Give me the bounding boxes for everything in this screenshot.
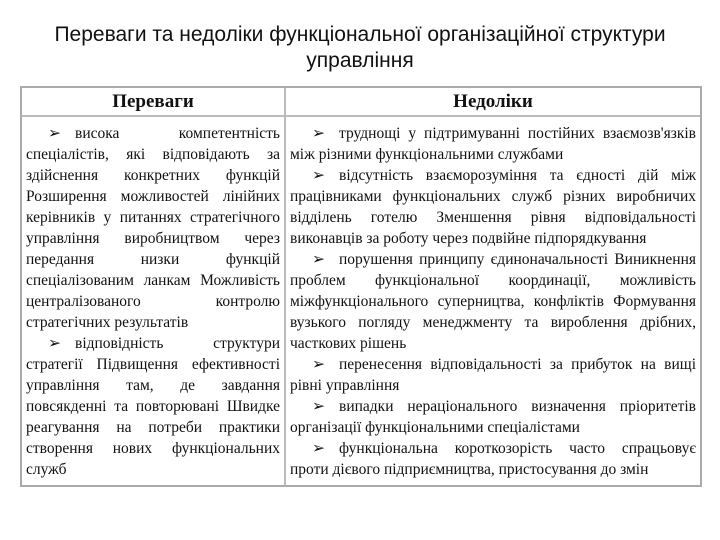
list-item (290, 438, 696, 480)
arrow-bullet-icon: ➢ (312, 125, 325, 142)
list-item (290, 123, 696, 165)
table-header-row (22, 88, 700, 117)
arrow-bullet-icon: ➢ (312, 167, 325, 184)
arrow-bullet-icon: ➢ (312, 398, 325, 415)
disadvantages-cell (286, 117, 700, 485)
item-text: висока компетентність спеціалістів, які відповідають за здійснення конкретних функцій Розширення можливостей лінійних керівників у питаннях стратегічного управління виробництвом через передання низки функцій спеціалізованим ланкам Можливість централізованого контролю стратегічних результатів (26, 125, 280, 331)
item-text: випадки нераціонального визначення пріоритетів організації функціональними спеціалістами (290, 398, 696, 436)
header-disadvantages: Недоліки (453, 91, 533, 112)
item-text: відповідність структури стратегії Підвищення ефективності управління там, де завдання повсякденні та повторювані Швидке реагування на потреби практики створення нових функціональних служб (26, 335, 280, 478)
slide-title: Переваги та недоліки функціональної організаційної структури управління (54, 23, 666, 72)
arrow-bullet-icon: ➢ (312, 356, 325, 373)
arrow-bullet-icon: ➢ (312, 251, 325, 268)
header-advantages: Переваги (22, 88, 286, 115)
list-item (290, 165, 696, 249)
item-text: перенесення відповідальності за прибуток на вищі рівні управління (290, 356, 696, 394)
list-item (26, 123, 280, 333)
item-text: порушення принципу єдиноначальності Виникнення проблем функціональної координації, можливість міжфункціонального суперництва, конфліктів Формування вузького погляду менеджменту та вироблення дрібних, часткових рішень (290, 251, 696, 352)
list-item (26, 333, 280, 480)
list-item (290, 249, 696, 354)
arrow-bullet-icon: ➢ (312, 440, 325, 457)
arrow-bullet-icon: ➢ (48, 125, 61, 142)
arrow-bullet-icon: ➢ (48, 335, 61, 352)
item-text: функціональна короткозорість часто спрацьовує проти дієвого підприємництва, пристосування до змін (290, 440, 696, 478)
item-text: труднощі у підтримуванні постійних взаємозв'язків між різними функціональними службами (290, 125, 696, 163)
table-body-row (22, 117, 700, 485)
list-item (290, 354, 696, 396)
advantages-cell (22, 117, 286, 485)
item-text: відсутність взаєморозуміння та єдності дій між працівниками функціональних служб різних виробничих відділень готелю Зменшення рівня відповідальності виконавців за роботу через подвійне підпорядкування (290, 167, 696, 247)
comparison-table (20, 86, 702, 487)
list-item (290, 396, 696, 438)
